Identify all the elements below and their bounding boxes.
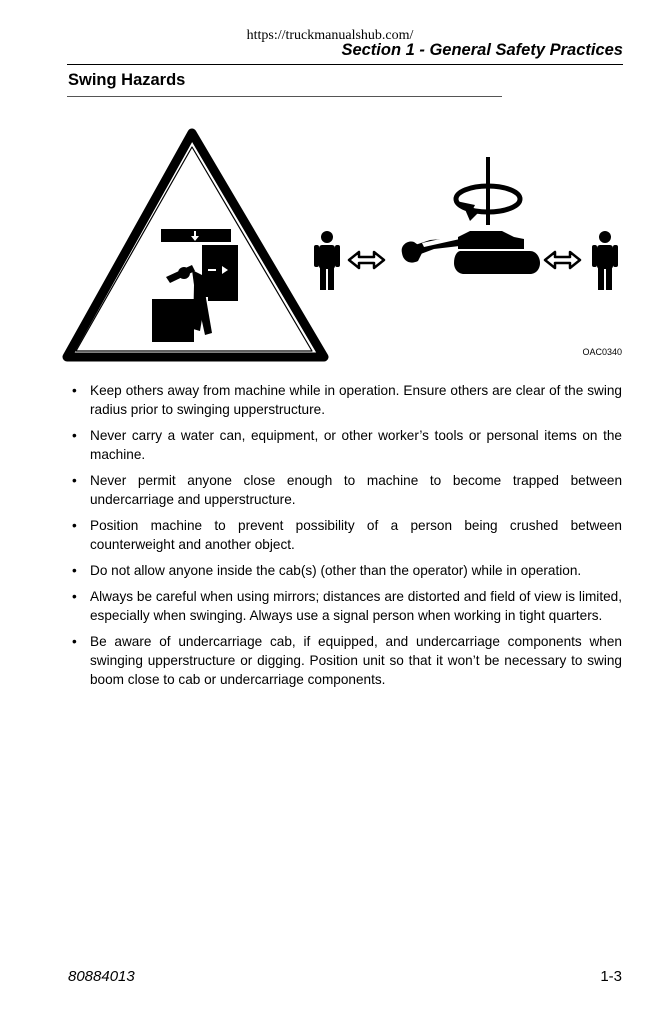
list-item: • Keep others away from machine while in operation. Ensure others are clear of the swing radius prior to swinging upperstructure. [72, 383, 622, 417]
person-icon [592, 231, 618, 290]
list-item-text: Do not allow anyone inside the cab(s) (other than the operator) while in operation. [90, 563, 582, 578]
list-item: • Never carry a water can, equipment, or other worker’s tools or personal items on the machine. [72, 428, 622, 462]
double-arrow-icon [349, 252, 384, 268]
swing-rotation-arrow-icon [456, 157, 520, 225]
document-number: 80884013 [68, 968, 135, 985]
page-heading: Swing Hazards [68, 71, 186, 89]
list-item-text: Be aware of undercarriage cab, if equipped, and undercarriage components when swinging upperstructure or digging. Position unit so that it won’t be necessary to swing boom close to cab or undercarriage components. [90, 634, 622, 687]
swing-hazard-figure [62, 125, 632, 365]
figure-code: OAC0340 [582, 347, 622, 357]
list-item-text: Never carry a water can, equipment, or other worker’s tools or personal items on the machine. [90, 428, 622, 462]
list-item: • Be aware of undercarriage cab, if equipped, and undercarriage components when swinging upperstructure or digging. Position unit so that it won’t be necessary to swing boom close to cab or undercarriage components. [72, 634, 622, 687]
excavator-icon [402, 231, 540, 274]
list-item: • Do not allow anyone inside the cab(s) (other than the operator) while in operation. [72, 563, 582, 578]
source-url[interactable]: https://truckmanualshub.com/ [246, 28, 414, 43]
section-title: Section 1 - General Safety Practices [341, 41, 623, 59]
list-item: • Never permit anyone close enough to machine to become trapped between undercarriage and upperstructure. [72, 473, 622, 507]
hazard-list [70, 381, 622, 696]
heading-rule [67, 96, 502, 97]
list-item-text: Position machine to prevent possibility of a person being crushed between counterweight and another object. [90, 518, 622, 552]
list-item: • Always be careful when using mirrors; distances are distorted and field of view is limited, especially when swinging. Always use a signal person when working in tight quarters. [72, 589, 622, 623]
header-rule [67, 64, 623, 65]
list-item: • Position machine to prevent possibility of a person being crushed between counterweight and another object. [72, 518, 622, 552]
list-item-text: Always be careful when using mirrors; distances are distorted and field of view is limited, especially when swinging. Always use a signal person when working in tight quarters. [90, 589, 622, 623]
list-item-text: Never permit anyone close enough to machine to become trapped between undercarriage and upperstructure. [90, 473, 622, 507]
page-number: 1-3 [600, 968, 622, 985]
crush-hazard-warning-triangle-icon [67, 133, 324, 357]
person-icon [314, 231, 340, 290]
double-arrow-icon [545, 252, 580, 268]
list-item-text: Keep others away from machine while in operation. Ensure others are clear of the swing radius prior to swinging upperstructure. [90, 383, 622, 417]
